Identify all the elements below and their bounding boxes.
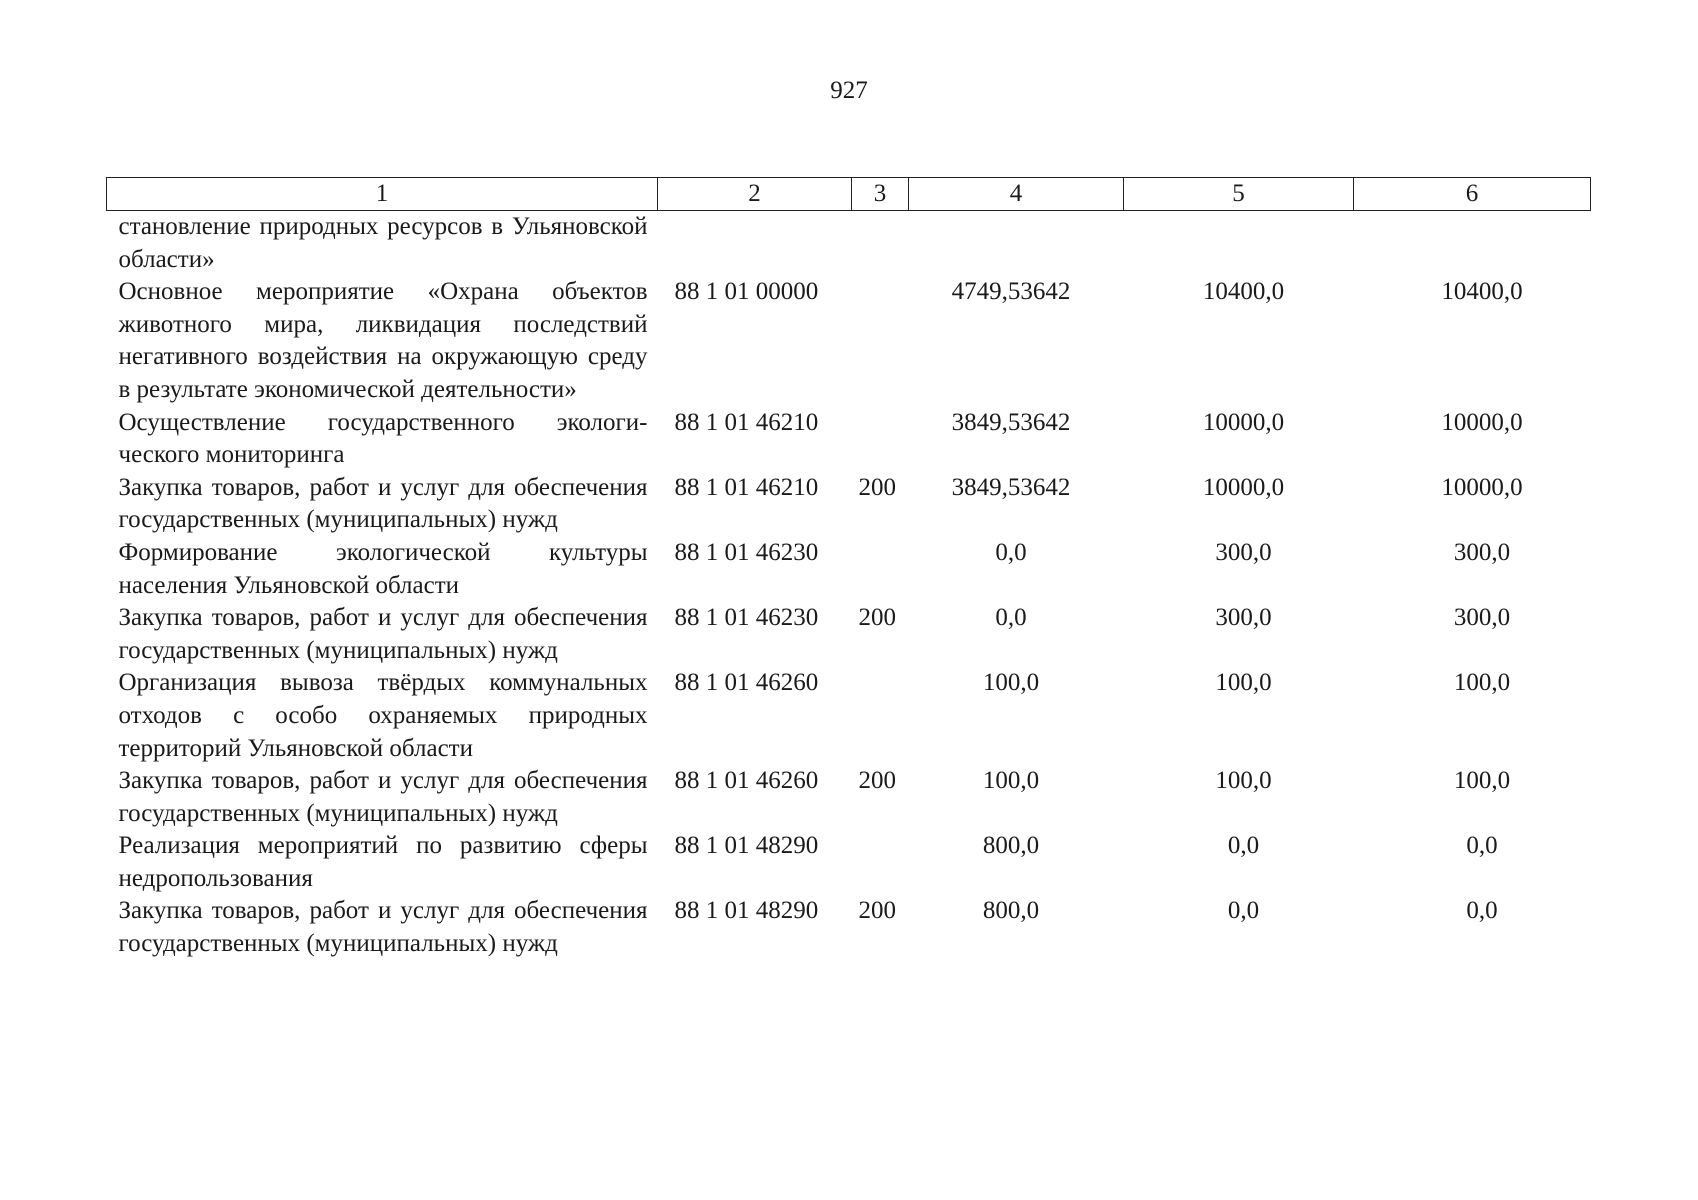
row-target-code: 88 1 01 46230 (674, 538, 819, 566)
row-name: Реализация мероприятий по развитию сферы недропользования (118, 832, 648, 892)
row-amount-col6: 100,0 (1453, 669, 1511, 697)
row-amount-col4: 100,0 (982, 767, 1040, 795)
row-amount-col5: 300,0 (1215, 604, 1272, 632)
row-name: Основное мероприятие «Охрана объектов животного мира, ликвидация последствий негативного воздействия на окружающую среду в результате экономической деятельности» (118, 278, 648, 403)
row-amount-col6: 300,0 (1453, 538, 1511, 566)
row-expense-type (852, 211, 909, 277)
row-amount-col6 (1354, 211, 1591, 277)
row-amount-col4: 800,0 (982, 897, 1040, 925)
row-expense-type (852, 537, 909, 602)
table-row (107, 472, 1591, 537)
row-amount-col6: 0,0 (1466, 832, 1498, 860)
column-header-6: 6 (1354, 178, 1591, 211)
table-row (107, 276, 1591, 406)
row-target-code: 88 1 01 48290 (674, 832, 819, 860)
row-expense-type: 200 (858, 767, 896, 795)
row-amount-col4: 0,0 (995, 538, 1027, 566)
row-amount-col5 (1124, 211, 1354, 277)
row-target-code: 88 1 01 46260 (674, 669, 819, 697)
table-row (107, 407, 1591, 472)
budget-table (106, 177, 1591, 961)
column-header-1: 1 (107, 178, 658, 211)
row-amount-col6: 300,0 (1453, 604, 1511, 632)
row-amount-col4: 4749,53642 (951, 278, 1071, 306)
row-name: Закупка товаров, работ и услуг для обеспечения государственных (муниципальных) нужд (118, 897, 648, 958)
row-target-code: 88 1 01 00000 (674, 278, 819, 306)
table-row (107, 765, 1591, 830)
row-amount-col5: 0,0 (1227, 832, 1260, 860)
row-amount-col4: 0,0 (995, 604, 1027, 632)
row-expense-type (852, 276, 909, 406)
row-target-code: 88 1 01 46210 (674, 408, 819, 436)
column-header-5: 5 (1124, 178, 1354, 211)
row-amount-col5: 10000,0 (1202, 408, 1285, 436)
row-amount-col6: 100,0 (1453, 767, 1511, 795)
row-amount-col5: 100,0 (1215, 669, 1272, 697)
row-amount-col5: 100,0 (1215, 767, 1272, 795)
table-row (107, 602, 1591, 667)
column-header-2: 2 (658, 178, 852, 211)
row-name: Закупка товаров, работ и услуг для обеспечения государственных (муниципальных) нужд (118, 604, 648, 664)
row-amount-col6: 0,0 (1466, 897, 1498, 925)
row-amount-col5: 0,0 (1227, 897, 1260, 925)
row-expense-type (852, 407, 909, 472)
row-expense-type: 200 (858, 604, 896, 632)
row-amount-col4: 3849,53642 (951, 408, 1071, 436)
row-amount-col4: 100,0 (982, 669, 1040, 697)
row-amount-col5: 10400,0 (1202, 278, 1285, 306)
row-name: Закупка товаров, работ и услуг для обеспечения государственных (муниципальных) нужд (118, 767, 648, 827)
row-name: становление природных ресурсов в Ульяновской области» (118, 213, 648, 273)
row-name: Закупка товаров, работ и услуг для обеспечения государственных (муниципальных) нужд (118, 473, 648, 534)
row-amount-col6: 10000,0 (1441, 473, 1523, 501)
row-amount-col6: 10400,0 (1441, 278, 1523, 306)
column-header-4: 4 (909, 178, 1124, 211)
row-expense-type (852, 830, 909, 895)
row-amount-col6: 10000,0 (1441, 408, 1523, 436)
row-target-code (658, 211, 852, 277)
row-target-code: 88 1 01 46230 (674, 604, 819, 632)
row-target-code: 88 1 01 46210 (674, 473, 819, 501)
table-row (107, 830, 1591, 895)
column-header-3: 3 (852, 178, 909, 211)
table-row (107, 667, 1591, 765)
row-name: Организация вывоза твёрдых коммунальных отходов с особо охраняемых природных территорий Ульяновской области (118, 669, 648, 762)
row-target-code: 88 1 01 46260 (674, 767, 819, 795)
row-expense-type (852, 667, 909, 765)
row-target-code: 88 1 01 48290 (674, 897, 819, 925)
row-amount-col4: 3849,53642 (951, 473, 1071, 501)
row-expense-type: 200 (858, 473, 896, 501)
row-amount-col5: 10000,0 (1202, 473, 1285, 501)
row-amount-col4 (909, 211, 1124, 277)
table-row (107, 895, 1591, 960)
row-amount-col5: 300,0 (1215, 538, 1272, 566)
table-header-row (107, 178, 1591, 211)
row-name: Осуществление государственного экологического мониторинга (118, 408, 648, 469)
row-amount-col4: 800,0 (982, 832, 1040, 860)
table-row (107, 211, 1591, 277)
page-number: 927 (830, 77, 868, 104)
table-row (107, 537, 1591, 602)
row-name: Формирование экологической культуры населения Ульяновской области (118, 538, 648, 599)
row-expense-type: 200 (858, 897, 896, 925)
